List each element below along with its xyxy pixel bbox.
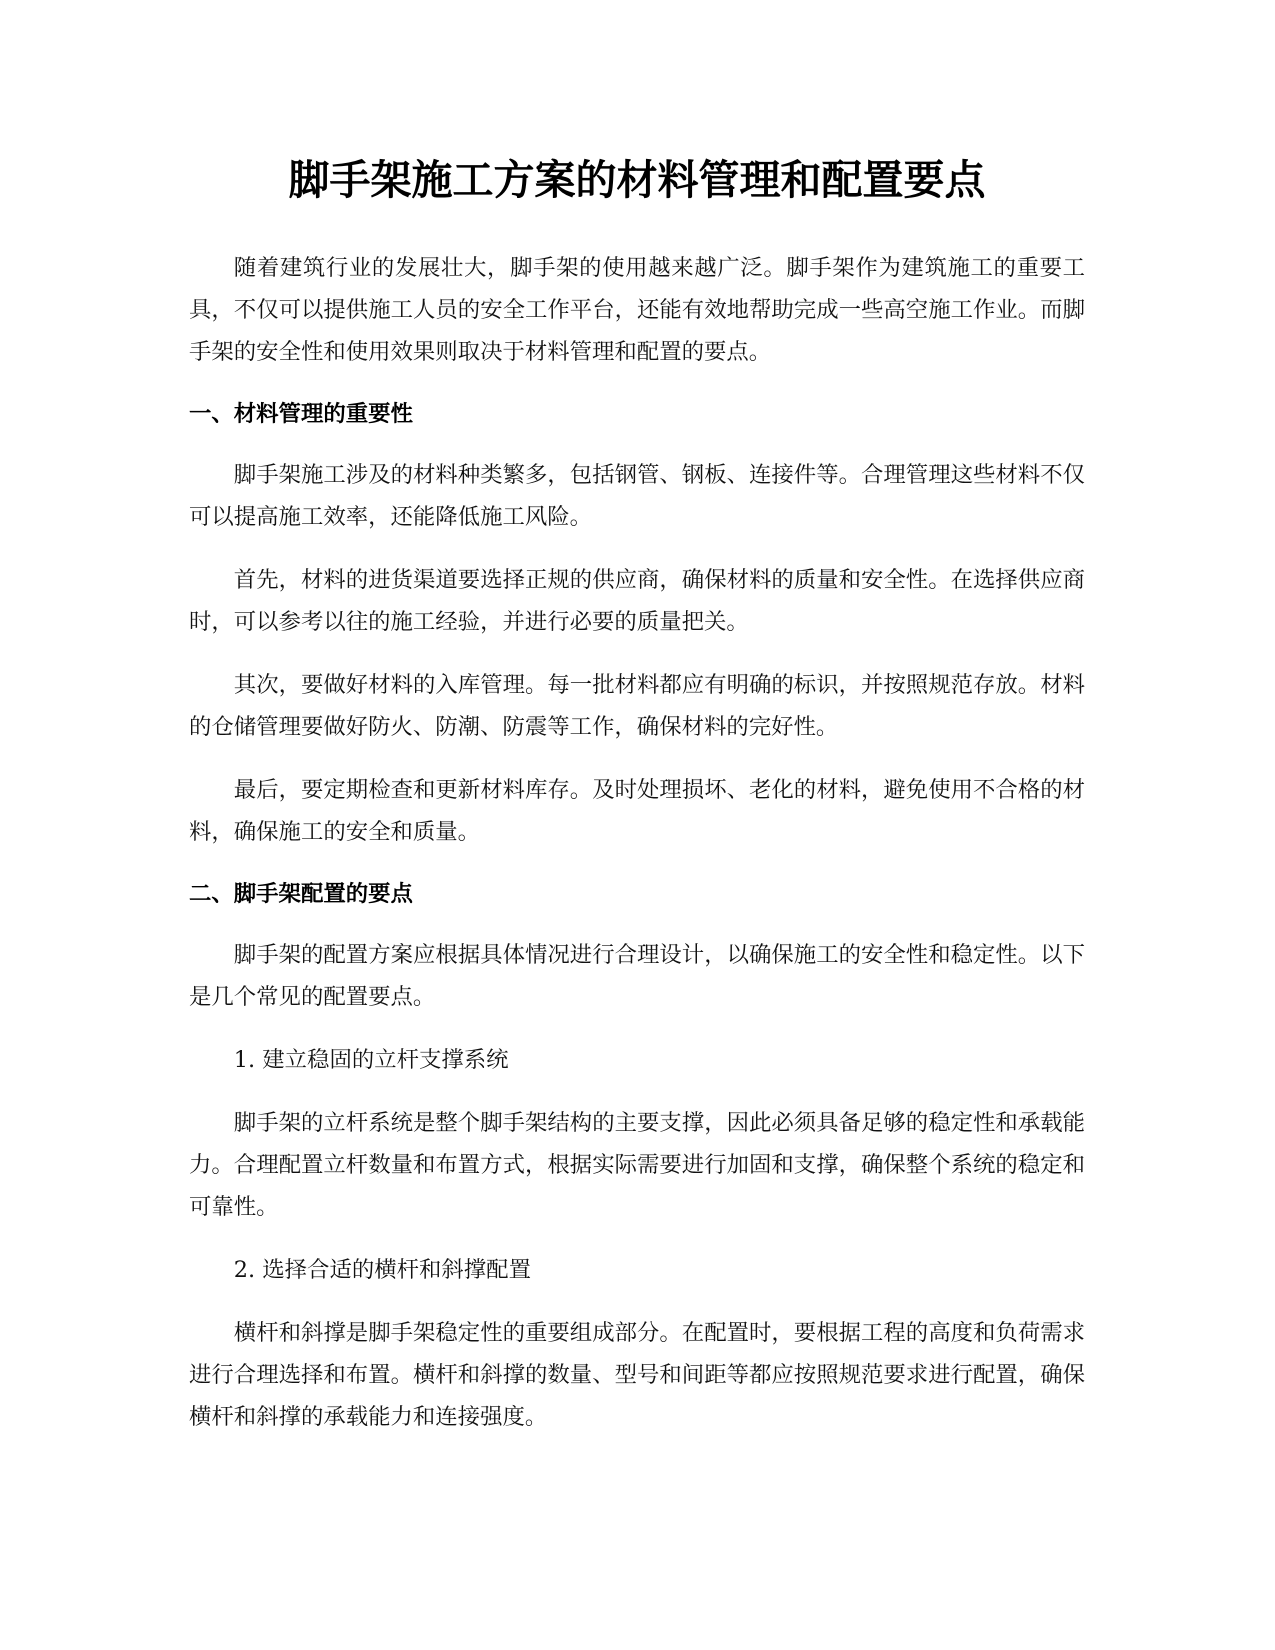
- paragraph: 脚手架的立杆系统是整个脚手架结构的主要支撑，因此必须具备足够的稳定性和承载能力。合理配置立杆数量和布置方式，根据实际需要进行加固和支撑，确保整个系统的稳定和可靠性。: [189, 1110, 1085, 1220]
- paragraph: 最后，要定期检查和更新材料库存。及时处理损坏、老化的材料，避免使用不合格的材料，确保施工的安全和质量。: [189, 777, 1085, 845]
- numbered-item-label: 2. 选择合适的横杆和斜撑配置: [233, 1257, 531, 1283]
- paragraph: 其次，要做好材料的入库管理。每一批材料都应有明确的标识，并按照规范存放。材料的仓储管理要做好防火、防潮、防震等工作，确保材料的完好性。: [189, 672, 1085, 740]
- section-heading-material-management: 一、材料管理的重要性: [189, 401, 413, 427]
- paragraph: 首先，材料的进货渠道要选择正规的供应商，确保材料的质量和安全性。在选择供应商时，可以参考以往的施工经验，并进行必要的质量把关。: [189, 567, 1085, 635]
- section-heading-scaffold-configuration: 二、脚手架配置的要点: [189, 881, 413, 907]
- intro-paragraph: 随着建筑行业的发展壮大，脚手架的使用越来越广泛。脚手架作为建筑施工的重要工具，不仅可以提供施工人员的安全工作平台，还能有效地帮助完成一些高空施工作业。而脚手架的安全性和使用效果则取决于材料管理和配置的要点。: [189, 255, 1085, 365]
- paragraph: 横杆和斜撑是脚手架稳定性的重要组成部分。在配置时，要根据工程的高度和负荷需求进行合理选择和布置。横杆和斜撑的数量、型号和间距等都应按照规范要求进行配置，确保横杆和斜撑的承载能力和连接强度。: [189, 1320, 1085, 1430]
- paragraph: 脚手架施工涉及的材料种类繁多，包括钢管、钢板、连接件等。合理管理这些材料不仅可以提高施工效率，还能降低施工风险。: [189, 462, 1085, 530]
- paragraph: 脚手架的配置方案应根据具体情况进行合理设计，以确保施工的安全性和稳定性。以下是几个常见的配置要点。: [189, 942, 1085, 1010]
- document-title: 脚手架施工方案的材料管理和配置要点: [288, 156, 986, 204]
- document-page: [189, 150, 1085, 1459]
- numbered-item-label: 1. 建立稳固的立杆支撑系统: [233, 1047, 509, 1073]
